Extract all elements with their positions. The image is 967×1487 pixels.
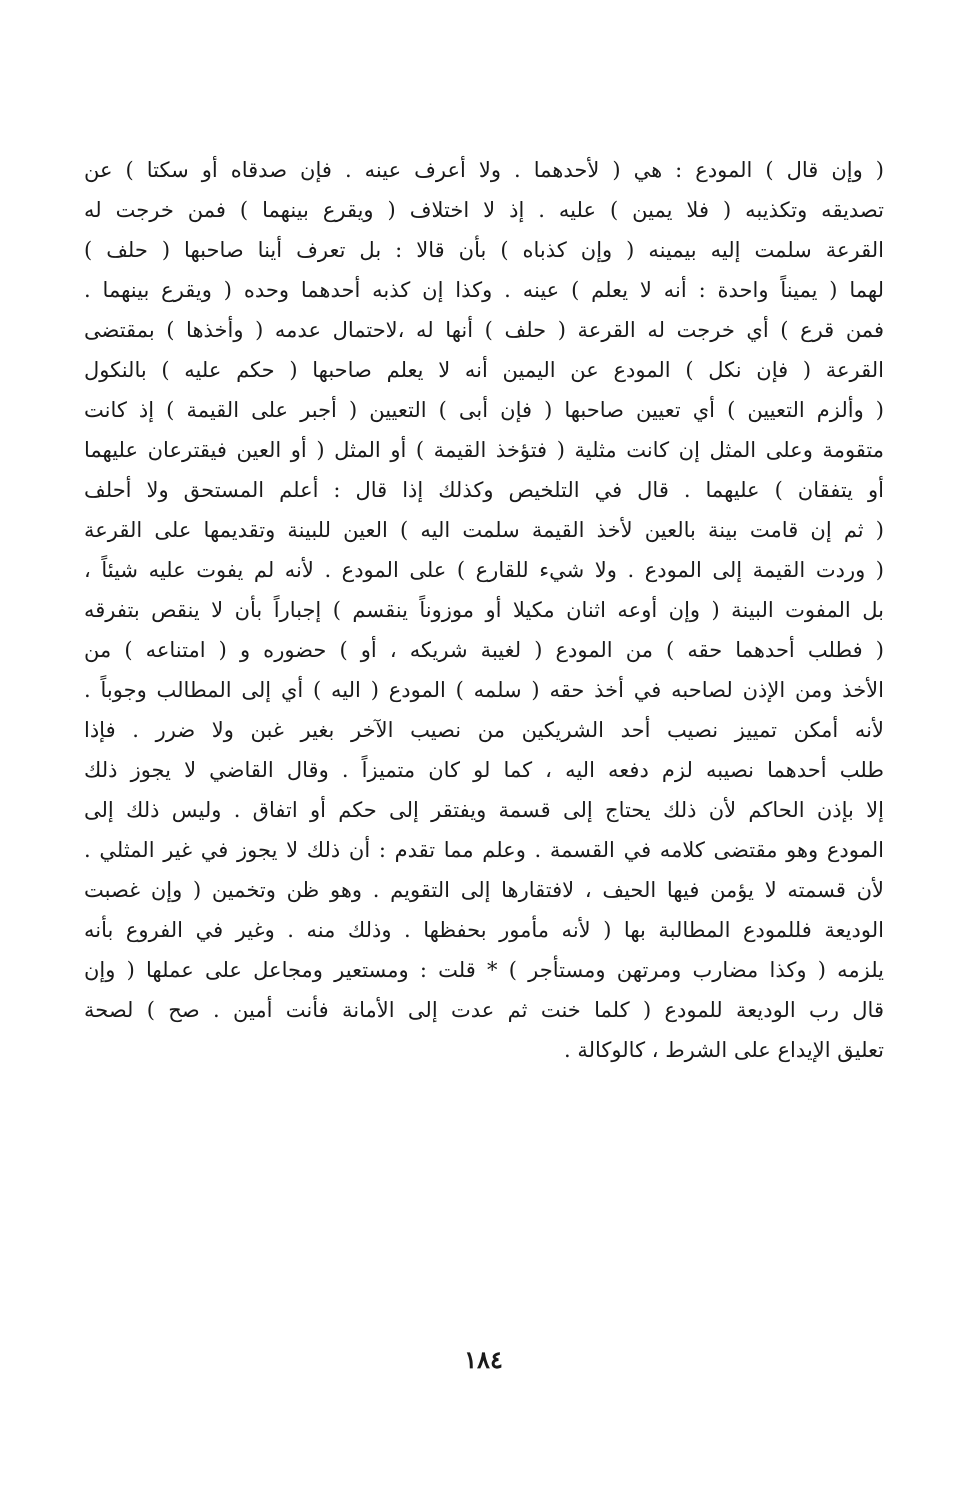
text-line: أو يتفقان ) عليهما . قال في التلخيص وكذلك إذا قال : أعلم المستحق ولا أحلف xyxy=(84,478,884,502)
text-line: ( وألزم التعيين ) أي تعيين صاحبها ( فإن أبى ) التعيين ( أجبر على القيمة ) إذ كانت xyxy=(84,398,884,422)
text-line: ( وإن قال ) المودع : هي ( لأحدهما . ولا أعرف عينه . فإن صدقاه أو سكتا ) عن xyxy=(84,158,884,182)
text-line: الأخذ ومن الإذن لصاحبه في أخذ حقه ( سلمه ) المودع ( اليه ) أي إلى المطالب وجوباً . xyxy=(84,678,884,702)
text-line: لهما ( يميناً واحدة : أنه لا يعلم ) عينه . وكذا إن كذبه أحدهما وحده ( ويقرع بينهما . xyxy=(84,278,884,302)
text-line: متقومة وعلى المثل إن كانت مثلية ( فتؤخذ القيمة ) أو المثل ( أو العين فيقترعان عليهما xyxy=(84,438,884,462)
text-line: ( ثم إن قامت بينة بالعين لأخذ القيمة سلمت اليه ) العين للبينة وتقديمها على القرعة xyxy=(84,518,884,542)
page-number: ١٨٤ xyxy=(464,1345,503,1374)
text-line: لأنه أمكن تمييز نصيب أحد الشريكين من نصيب الآخر بغير غبن ولا ضرر . فإذا xyxy=(84,718,884,742)
text-line: لأن قسمته لا يؤمن فيها الحيف ، لافتقارها إلى التقويم . وهو ظن وتخمين ( وإن غصبت xyxy=(84,878,884,902)
text-line: المودع وهو مقتضى كلامه في القسمة . وعلم مما تقدم : أن ذلك لا يجوز في غير المثلي . xyxy=(84,838,884,862)
text-line: إلا بإذن الحاكم لأن ذلك يحتاج إلى قسمة ويفتقر إلى حكم أو اتفاق . وليس ذلك إلى xyxy=(84,798,884,822)
text-line: ( وردت القيمة إلى المودع . ولا شيء للقارع ) على المودع . لأنه لم يفوت عليه شيئاً ، xyxy=(84,558,884,582)
text-line: فمن قرع ) أي خرجت له القرعة ( حلف ) أنها له ،لاحتمال عدمه ( وأخذها ) بمقتضى xyxy=(84,318,884,342)
text-line: يلزمه ( وكذا مضارب ومرتهن ومستأجر ) * قلت : ومستعير ومجاعل على عملها ( وإن xyxy=(84,958,884,982)
text-line: طلب أحدهما نصيبه لزم دفعه اليه ، كما لو كان متميزاً . وقال القاضي لا يجوز ذلك xyxy=(84,758,884,782)
text-line: ( فطلب أحدهما حقه ) من المودع ( لغيبة شريكه ، أو ) حضوره و ( امتناعه ) من xyxy=(84,638,884,662)
text-line: الوديعة فللمودع المطالبة بها ( لأنه مأمور بحفظها . وذلك منه . وغير في الفروع بأنه xyxy=(84,918,884,942)
text-line: تصديقه وتكذيبه ( فلا يمين ) عليه . إذ لا اختلاف ( ويقرع بينهما ) فمن خرجت له xyxy=(84,198,884,222)
body-text xyxy=(84,150,884,1070)
text-line: بل المفوت البينة ( وإن أوعه اثنان مكيلا أو موزوناً ينقسم ) إجباراً بأن لا ينقص بتفرقه xyxy=(84,598,884,622)
text-line: القرعة ( فإن نكل ) المودع عن اليمين أنه لا يعلم صاحبها ( حكم عليه ) بالنكول xyxy=(84,358,884,382)
text-line: تعليق الإيداع على الشرط ، كالوكالة . xyxy=(564,1038,884,1062)
text-line: قال رب الوديعة للمودع ( كلما خنت ثم عدت إلى الأمانة فأنت أمين . صح ) لصحة xyxy=(84,998,884,1022)
text-line: القرعة سلمت إليه بيمينه ( وإن كذباه ) بأن قالا : بل تعرف أينا صاحبها ( حلف ) xyxy=(84,238,884,262)
